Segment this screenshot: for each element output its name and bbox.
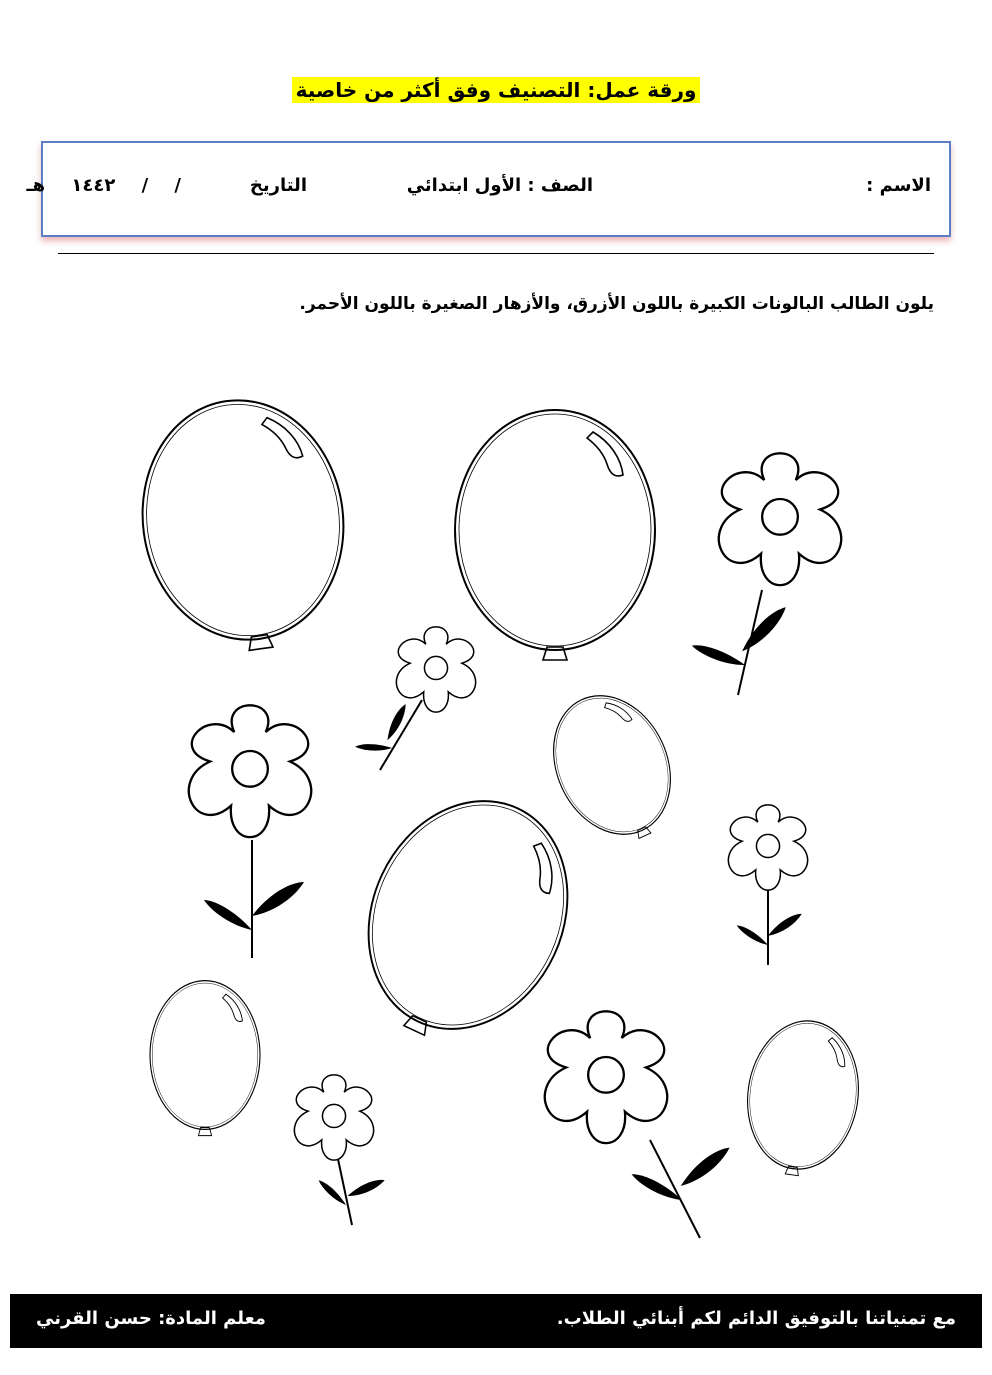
date-value: / / ١٤٤٢ هـ bbox=[26, 175, 181, 196]
date-label: التاريخ bbox=[249, 175, 307, 196]
footer-bar bbox=[10, 1294, 982, 1348]
footer-teacher: معلم المادة: حسن القرني bbox=[36, 1308, 266, 1329]
balloon-small-middle-right bbox=[532, 677, 695, 859]
footer-wish: مع تمنياتنا بالتوفيق الدائم لكم أبنائي الطلاب. bbox=[556, 1308, 956, 1329]
balloon-small-bottom-left bbox=[150, 981, 260, 1136]
student-info-box bbox=[26, 141, 951, 237]
balloon-large-center bbox=[328, 768, 604, 1070]
balloon-large-top-middle bbox=[455, 410, 655, 660]
divider-line bbox=[58, 253, 934, 254]
title-text: ورقة عمل: التصنيف وفق أكثر من خاصية bbox=[292, 77, 701, 103]
balloon-large-top-left bbox=[127, 387, 360, 662]
balloon-small-bottom-right bbox=[737, 1014, 868, 1183]
coloring-illustration bbox=[0, 370, 992, 1270]
flower-large-bottom-middle bbox=[545, 1011, 734, 1238]
flower-small-top-middle bbox=[349, 627, 475, 770]
class-field: الصف : الأول ابتدائي bbox=[406, 175, 593, 196]
worksheet-title bbox=[0, 78, 992, 102]
flower-large-top-right bbox=[688, 453, 841, 695]
instruction-text: يلون الطالب البالونات الكبيرة باللون الأزرق، والأزهار الصغيرة باللون الأحمر. bbox=[299, 294, 934, 314]
flower-large-left bbox=[189, 705, 311, 958]
flower-small-bottom-left bbox=[294, 1075, 384, 1225]
flower-small-right bbox=[728, 805, 807, 965]
name-field-label: الاسم : bbox=[866, 175, 931, 196]
